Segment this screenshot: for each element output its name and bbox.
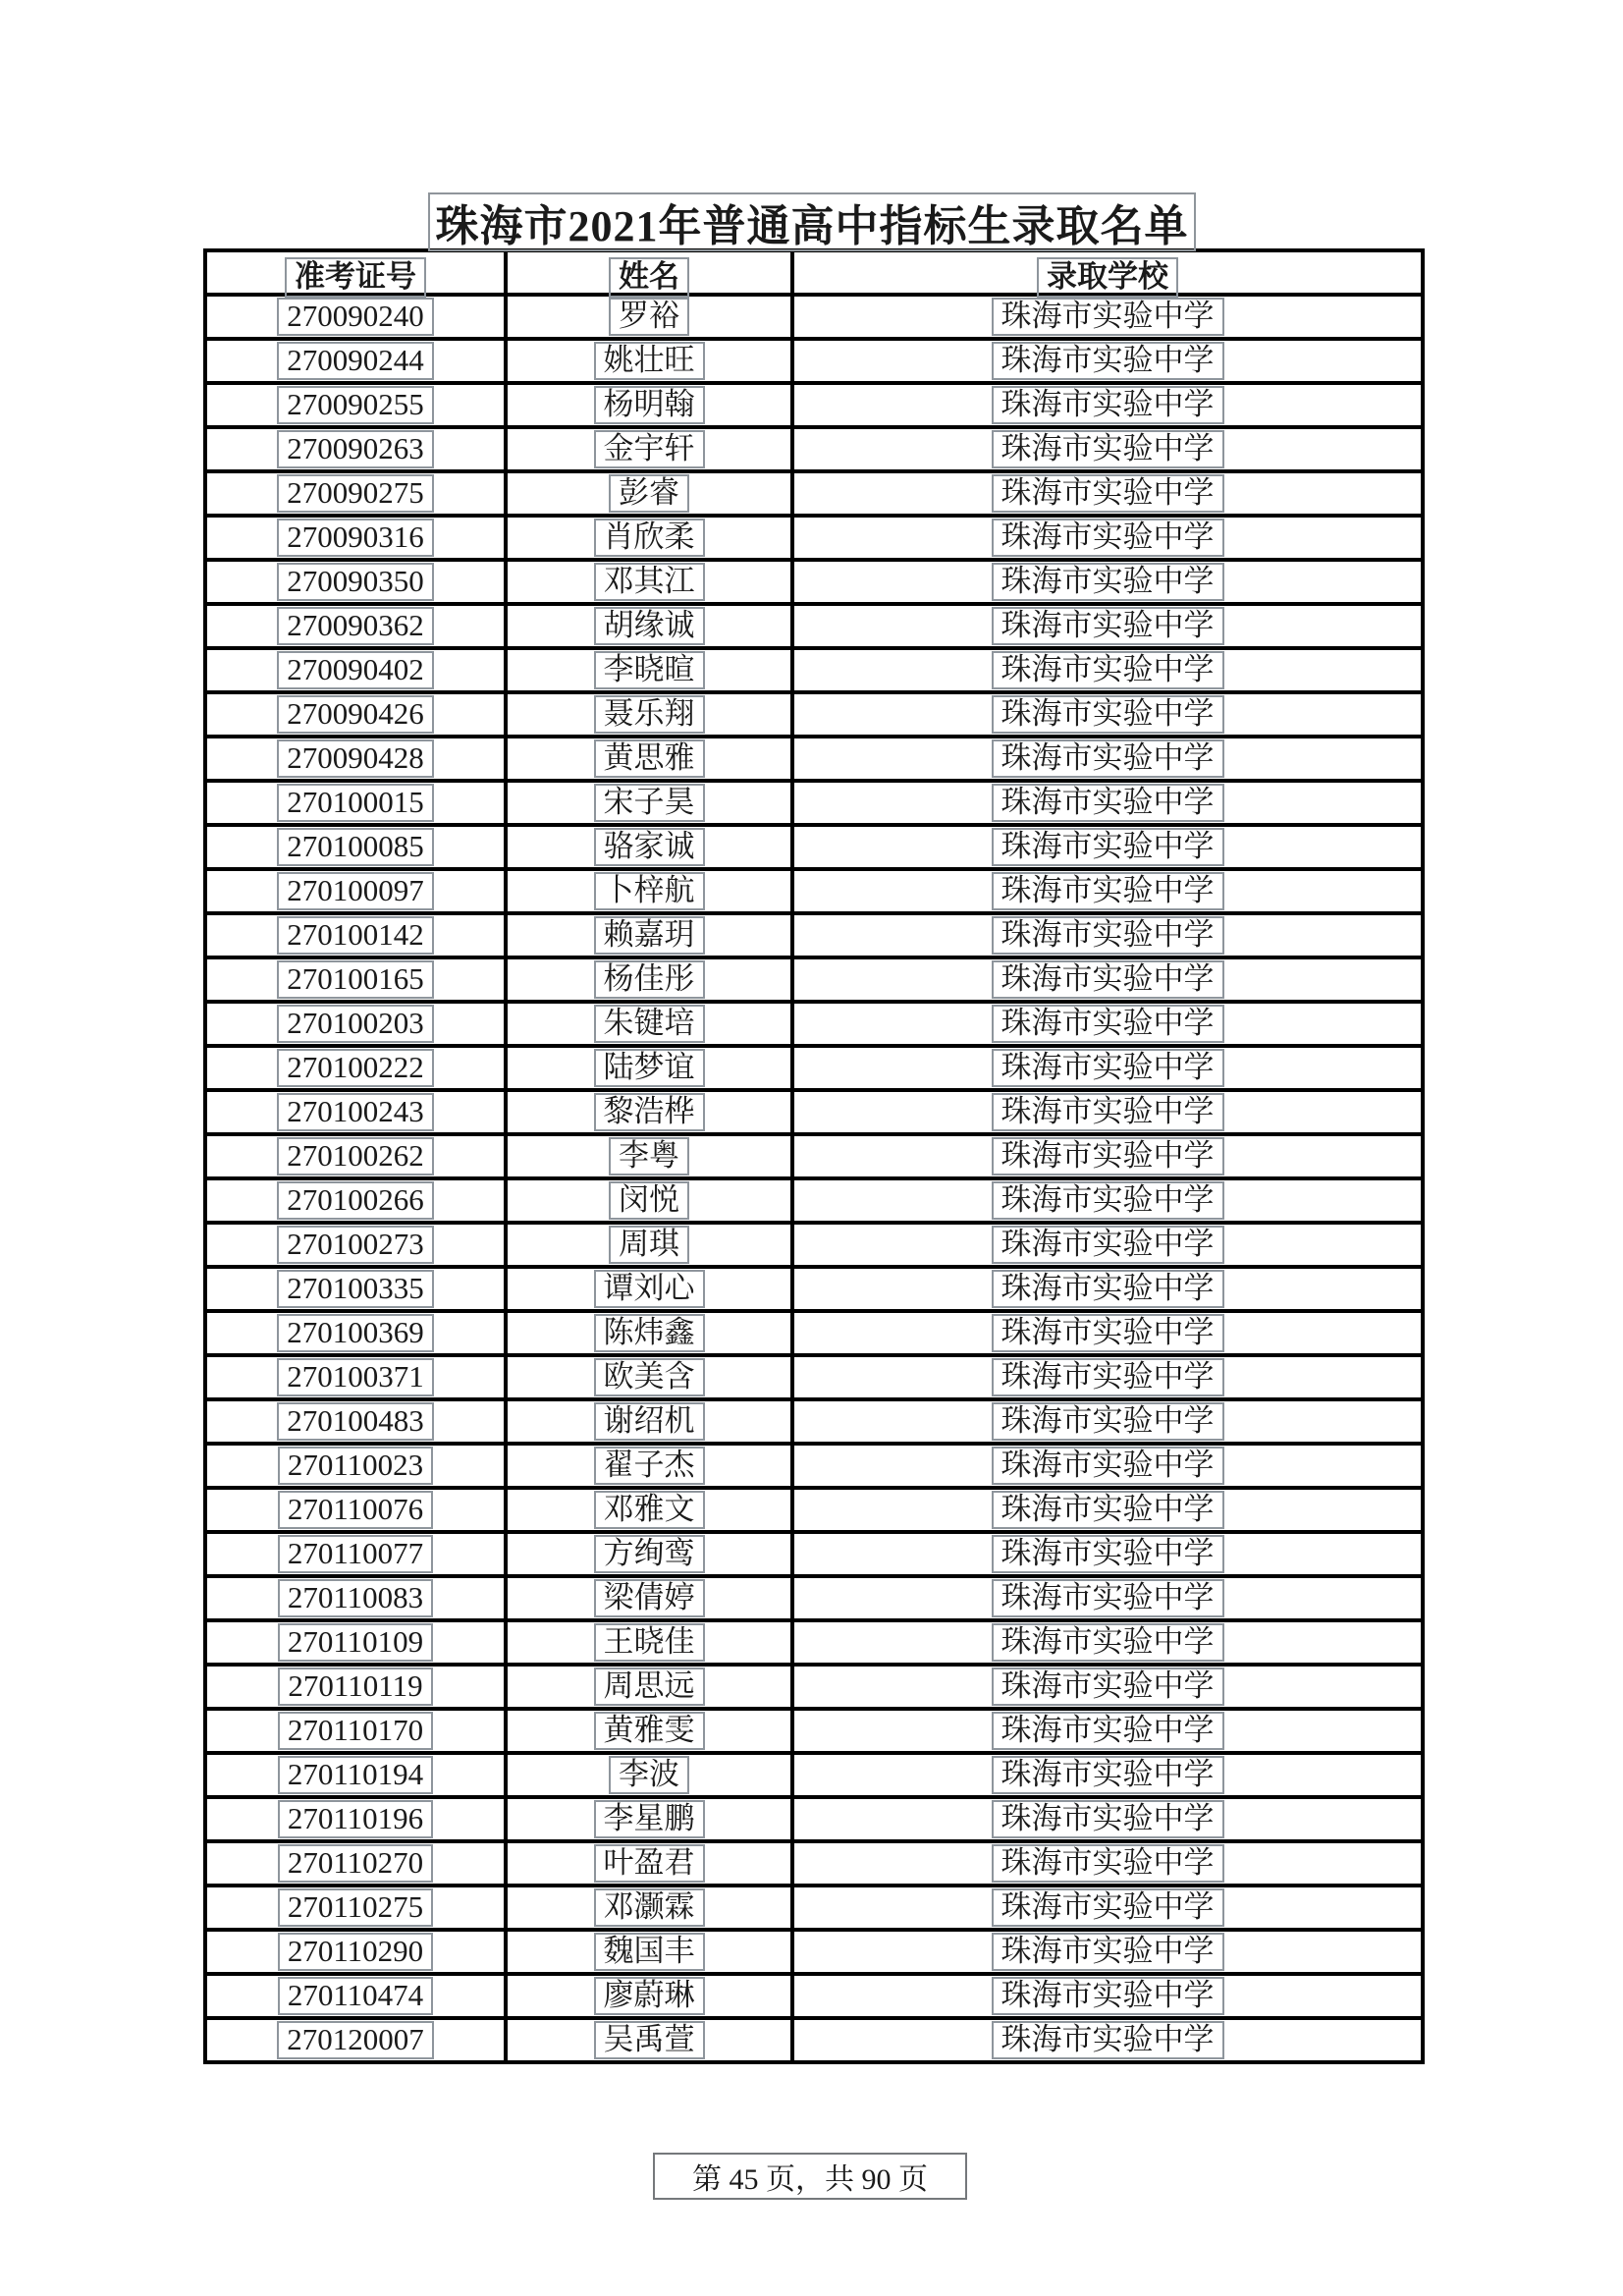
student-name-cell (506, 1532, 792, 1576)
exam-number-value: 270090362 (277, 607, 434, 645)
school-cell (792, 1223, 1423, 1267)
exam-number-cell (205, 869, 506, 913)
exam-number-value: 270110196 (278, 1800, 433, 1838)
exam-number-cell (205, 2018, 506, 2062)
exam-number-cell (205, 1178, 506, 1223)
school-name-value: 珠海市实验中学 (992, 651, 1224, 689)
school-cell (792, 1399, 1423, 1444)
exam-number-cell (205, 1753, 506, 1797)
school-cell (792, 295, 1423, 339)
table-row (205, 1355, 1423, 1399)
student-name-value: 陈炜鑫 (594, 1314, 705, 1352)
student-name-value: 李粤 (609, 1137, 689, 1175)
school-name-value: 珠海市实验中学 (992, 298, 1224, 336)
student-name-value: 宋子昊 (594, 784, 705, 822)
exam-number-value: 270100165 (277, 960, 434, 999)
table-row (205, 1665, 1423, 1709)
school-cell (792, 737, 1423, 781)
school-cell (792, 1665, 1423, 1709)
exam-number-value: 270100483 (277, 1402, 434, 1441)
school-header-cell (792, 250, 1423, 295)
school-name-value: 珠海市实验中学 (992, 960, 1224, 999)
exam-number-cell (205, 1399, 506, 1444)
student-name-value: 胡缘诚 (594, 607, 705, 645)
page-title: 珠海市2021年普通高中指标生录取名单 (428, 192, 1196, 251)
exam-number-value: 270090263 (277, 430, 434, 468)
school-cell (792, 1488, 1423, 1532)
table-row (205, 471, 1423, 516)
exam-number-cell (205, 1930, 506, 1974)
exam-number-value: 270100243 (277, 1093, 434, 1131)
student-name-cell (506, 339, 792, 383)
student-name-value: 李晓暄 (594, 651, 705, 689)
exam-number-value: 270100085 (277, 828, 434, 866)
exam-number-cell (205, 692, 506, 737)
school-name-value: 珠海市实验中学 (992, 1181, 1224, 1220)
student-name-cell (506, 781, 792, 825)
student-name-value: 黎浩桦 (594, 1093, 705, 1131)
table-row (205, 1620, 1423, 1665)
exam-number-value: 270100335 (277, 1270, 434, 1308)
exam-number-cell (205, 1576, 506, 1620)
school-cell (792, 471, 1423, 516)
student-name-value: 闵悦 (609, 1181, 689, 1220)
exam-number-cell (205, 560, 506, 604)
student-name-cell (506, 1267, 792, 1311)
school-name-value: 珠海市实验中学 (992, 1093, 1224, 1131)
table-row (205, 648, 1423, 692)
exam-number-cell (205, 1223, 506, 1267)
exam-number-value: 270100371 (277, 1358, 434, 1396)
exam-number-cell (205, 1444, 506, 1488)
school-cell (792, 1311, 1423, 1355)
school-name-value: 珠海市实验中学 (992, 1977, 1224, 2015)
student-name-value: 姚壮旺 (594, 342, 705, 380)
table-row (205, 1930, 1423, 1974)
exam-number-cell (205, 1355, 506, 1399)
student-name-value: 邓灏霖 (594, 1888, 705, 1927)
table-row (205, 295, 1423, 339)
exam-number-cell (205, 648, 506, 692)
student-name-cell (506, 1399, 792, 1444)
exam-number-cell (205, 1090, 506, 1134)
student-name-cell (506, 913, 792, 957)
school-cell (792, 869, 1423, 913)
student-name-value: 金宇轩 (594, 430, 705, 468)
student-name-value: 谭刘心 (594, 1270, 705, 1308)
exam-number-cell (205, 471, 506, 516)
admission-roster-table (203, 248, 1425, 2064)
exam-number-value: 270090350 (277, 563, 434, 601)
school-cell (792, 1178, 1423, 1223)
exam-number-value: 270110270 (278, 1844, 433, 1883)
page-number-indicator: 第 45 页，共 90 页 (653, 2153, 967, 2200)
school-name-value: 珠海市实验中学 (992, 563, 1224, 601)
exam-number-value: 270110077 (278, 1535, 433, 1573)
exam-number-value: 270110109 (278, 1623, 433, 1662)
school-name-value: 珠海市实验中学 (992, 430, 1224, 468)
exam-number-value: 270090255 (277, 386, 434, 424)
school-name-value: 珠海市实验中学 (992, 1402, 1224, 1441)
table-row (205, 1532, 1423, 1576)
table-row (205, 1002, 1423, 1046)
school-cell (792, 913, 1423, 957)
school-name-value: 珠海市实验中学 (992, 1712, 1224, 1750)
student-name-value: 谢绍机 (594, 1402, 705, 1441)
school-name-value: 珠海市实验中学 (992, 1933, 1224, 1971)
table-row (205, 1886, 1423, 1930)
student-name-value: 邓其江 (594, 563, 705, 601)
school-cell (792, 1841, 1423, 1886)
school-cell (792, 648, 1423, 692)
student-name-value: 赖嘉玥 (594, 916, 705, 955)
exam-number-cell (205, 1665, 506, 1709)
table-row (205, 1178, 1423, 1223)
student-name-value: 梁倩婷 (594, 1579, 705, 1617)
table-row (205, 869, 1423, 913)
school-name-value: 珠海市实验中学 (992, 1137, 1224, 1175)
student-name-cell (506, 1178, 792, 1223)
table-row (205, 1797, 1423, 1841)
exam-number-value: 270100097 (277, 872, 434, 910)
exam-number-value: 270090275 (277, 474, 434, 513)
school-cell (792, 1046, 1423, 1090)
school-cell (792, 1709, 1423, 1753)
exam-number-value: 270090402 (277, 651, 434, 689)
school-cell (792, 1532, 1423, 1576)
exam-number-cell (205, 339, 506, 383)
student-name-cell (506, 869, 792, 913)
exam-number-value: 270100142 (277, 916, 434, 955)
exam-number-cell (205, 604, 506, 648)
school-cell (792, 604, 1423, 648)
school-cell (792, 1886, 1423, 1930)
table-row (205, 957, 1423, 1002)
school-name-value: 珠海市实验中学 (992, 1756, 1224, 1794)
exam-number-value: 270100262 (277, 1137, 434, 1175)
exam-number-cell (205, 913, 506, 957)
table-row (205, 692, 1423, 737)
table-row (205, 1046, 1423, 1090)
exam-number-value: 270090240 (277, 298, 434, 336)
school-name-value: 珠海市实验中学 (992, 784, 1224, 822)
school-name-value: 珠海市实验中学 (992, 695, 1224, 734)
exam-number-cell (205, 383, 506, 427)
student-name-cell (506, 1665, 792, 1709)
table-row (205, 516, 1423, 560)
student-name-value: 李星鹏 (594, 1800, 705, 1838)
table-row (205, 1399, 1423, 1444)
student-name-cell (506, 1444, 792, 1488)
student-name-cell (506, 1797, 792, 1841)
exam-number-value: 270100222 (277, 1049, 434, 1087)
exam-number-value: 270090428 (277, 739, 434, 778)
table-row (205, 1267, 1423, 1311)
exam-number-cell (205, 1797, 506, 1841)
student-name-value: 肖欣柔 (594, 519, 705, 557)
table-row (205, 913, 1423, 957)
school-name-value: 珠海市实验中学 (992, 916, 1224, 955)
table-row (205, 1134, 1423, 1178)
student-name-value: 欧美含 (594, 1358, 705, 1396)
exam-number-value: 270110023 (278, 1447, 433, 1485)
student-name-value: 黄雅雯 (594, 1712, 705, 1750)
school-cell (792, 1974, 1423, 2018)
student-name-value: 魏国丰 (594, 1933, 705, 1971)
table-row (205, 1090, 1423, 1134)
school-name-value: 珠海市实验中学 (992, 1049, 1224, 1087)
table-header-row (205, 250, 1423, 295)
school-name-value: 珠海市实验中学 (992, 1314, 1224, 1352)
exam-number-header-cell (205, 250, 506, 295)
school-name-value: 珠海市实验中学 (992, 474, 1224, 513)
table-row (205, 2018, 1423, 2062)
school-cell (792, 560, 1423, 604)
exam-number-cell (205, 1267, 506, 1311)
school-cell (792, 781, 1423, 825)
school-name-value: 珠海市实验中学 (992, 1667, 1224, 1706)
student-name-value: 廖蔚琳 (594, 1977, 705, 2015)
student-name-cell (506, 1576, 792, 1620)
exam-number-value: 270120007 (277, 2021, 434, 2059)
student-name-cell (506, 471, 792, 516)
school-name-value: 珠海市实验中学 (992, 872, 1224, 910)
school-cell (792, 383, 1423, 427)
school-cell (792, 957, 1423, 1002)
school-name-value: 珠海市实验中学 (992, 1535, 1224, 1573)
exam-number-cell (205, 1488, 506, 1532)
table-row (205, 1223, 1423, 1267)
school-name-value: 珠海市实验中学 (992, 1270, 1224, 1308)
student-name-value: 叶盈君 (594, 1844, 705, 1883)
exam-number-value: 270110076 (278, 1491, 433, 1529)
exam-number-value: 270100369 (277, 1314, 434, 1352)
table-row (205, 1444, 1423, 1488)
school-name-value: 珠海市实验中学 (992, 1844, 1224, 1883)
student-name-value: 周思远 (594, 1667, 705, 1706)
exam-number-value: 270110474 (278, 1977, 433, 2015)
student-name-cell (506, 516, 792, 560)
school-name-value: 珠海市实验中学 (992, 1888, 1224, 1927)
school-name-value: 珠海市实验中学 (992, 739, 1224, 778)
student-name-value: 翟子杰 (594, 1447, 705, 1485)
exam-number-value: 270110275 (278, 1888, 433, 1927)
school-name-value: 珠海市实验中学 (992, 1623, 1224, 1662)
table-row (205, 1841, 1423, 1886)
exam-number-cell (205, 1709, 506, 1753)
table-row (205, 825, 1423, 869)
exam-number-value: 270100266 (277, 1181, 434, 1220)
table-row (205, 560, 1423, 604)
student-name-cell (506, 1090, 792, 1134)
school-cell (792, 1930, 1423, 1974)
table-row (205, 604, 1423, 648)
table-row (205, 1974, 1423, 2018)
student-name-value: 聂乐翔 (594, 695, 705, 734)
school-cell (792, 1355, 1423, 1399)
student-name-value: 卜梓航 (594, 872, 705, 910)
exam-number-cell (205, 516, 506, 560)
student-name-value: 彭睿 (609, 474, 689, 513)
student-name-cell (506, 1488, 792, 1532)
table-row (205, 339, 1423, 383)
table-row (205, 1709, 1423, 1753)
school-name-value: 珠海市实验中学 (992, 1800, 1224, 1838)
school-cell (792, 516, 1423, 560)
exam-number-value: 270100273 (277, 1226, 434, 1264)
school-name-value: 珠海市实验中学 (992, 1005, 1224, 1043)
student-name-cell (506, 1974, 792, 2018)
school-name-value: 珠海市实验中学 (992, 1579, 1224, 1617)
exam-number-cell (205, 825, 506, 869)
exam-number-cell (205, 781, 506, 825)
exam-number-cell (205, 737, 506, 781)
student-name-cell (506, 1709, 792, 1753)
student-name-cell (506, 1134, 792, 1178)
student-name-cell (506, 295, 792, 339)
exam-number-value: 270110083 (278, 1579, 433, 1617)
exam-number-cell (205, 1134, 506, 1178)
school-name-value: 珠海市实验中学 (992, 828, 1224, 866)
student-name-cell (506, 1930, 792, 1974)
exam-number-value: 270100015 (277, 784, 434, 822)
student-name-value: 陆梦谊 (594, 1049, 705, 1087)
student-name-value: 李波 (609, 1756, 689, 1794)
table-row (205, 1576, 1423, 1620)
school-cell (792, 692, 1423, 737)
exam-number-cell (205, 1886, 506, 1930)
school-cell (792, 1002, 1423, 1046)
student-name-value: 杨明翰 (594, 386, 705, 424)
exam-number-cell (205, 427, 506, 471)
exam-number-cell (205, 1620, 506, 1665)
student-name-cell (506, 1620, 792, 1665)
exam-number-cell (205, 1532, 506, 1576)
exam-number-value: 270090426 (277, 695, 434, 734)
school-cell (792, 1444, 1423, 1488)
school-cell (792, 1090, 1423, 1134)
exam-number-cell (205, 957, 506, 1002)
column-header-admitted-school: 录取学校 (1037, 257, 1178, 298)
student-name-cell (506, 560, 792, 604)
school-name-value: 珠海市实验中学 (992, 1447, 1224, 1485)
school-name-value: 珠海市实验中学 (992, 519, 1224, 557)
table-row (205, 1311, 1423, 1355)
exam-number-cell (205, 1841, 506, 1886)
student-name-cell (506, 383, 792, 427)
exam-number-value: 270090244 (277, 342, 434, 380)
student-name-value: 骆家诚 (594, 828, 705, 866)
student-name-value: 罗裕 (609, 298, 689, 336)
exam-number-value: 270110290 (278, 1933, 433, 1971)
exam-number-value: 270090316 (277, 519, 434, 557)
table-row (205, 383, 1423, 427)
student-name-cell (506, 1753, 792, 1797)
student-name-cell (506, 1355, 792, 1399)
exam-number-value: 270110119 (278, 1667, 432, 1706)
student-name-cell (506, 1311, 792, 1355)
student-name-header-cell (506, 250, 792, 295)
student-name-cell (506, 957, 792, 1002)
table-row (205, 427, 1423, 471)
student-name-cell (506, 1046, 792, 1090)
table-row (205, 1488, 1423, 1532)
school-name-value: 珠海市实验中学 (992, 2021, 1224, 2059)
student-name-value: 吴禹萱 (594, 2021, 705, 2059)
student-name-cell (506, 1002, 792, 1046)
student-name-value: 杨佳彤 (594, 960, 705, 999)
school-cell (792, 1620, 1423, 1665)
student-name-value: 王晓佳 (594, 1623, 705, 1662)
school-name-value: 珠海市实验中学 (992, 1358, 1224, 1396)
column-header-exam-number: 准考证号 (285, 257, 426, 298)
school-name-value: 珠海市实验中学 (992, 1491, 1224, 1529)
school-cell (792, 339, 1423, 383)
school-cell (792, 1753, 1423, 1797)
table-body (205, 295, 1423, 2062)
school-cell (792, 1576, 1423, 1620)
student-name-value: 朱键培 (594, 1005, 705, 1043)
student-name-value: 黄思雅 (594, 739, 705, 778)
exam-number-value: 270100203 (277, 1005, 434, 1043)
school-name-value: 珠海市实验中学 (992, 342, 1224, 380)
student-name-cell (506, 1841, 792, 1886)
exam-number-cell (205, 1002, 506, 1046)
exam-number-cell (205, 1974, 506, 2018)
school-cell (792, 1797, 1423, 1841)
student-name-value: 周琪 (609, 1226, 689, 1264)
school-cell (792, 2018, 1423, 2062)
student-name-cell (506, 427, 792, 471)
school-cell (792, 825, 1423, 869)
student-name-cell (506, 648, 792, 692)
exam-number-cell (205, 1046, 506, 1090)
student-name-cell (506, 692, 792, 737)
student-name-cell (506, 604, 792, 648)
student-name-value: 邓雅文 (594, 1491, 705, 1529)
student-name-cell (506, 1223, 792, 1267)
school-cell (792, 1134, 1423, 1178)
column-header-student-name: 姓名 (609, 257, 689, 298)
school-name-value: 珠海市实验中学 (992, 386, 1224, 424)
student-name-cell (506, 2018, 792, 2062)
table-row (205, 781, 1423, 825)
school-name-value: 珠海市实验中学 (992, 607, 1224, 645)
exam-number-value: 270110170 (278, 1712, 433, 1750)
school-cell (792, 427, 1423, 471)
table-row (205, 1753, 1423, 1797)
exam-number-cell (205, 1311, 506, 1355)
exam-number-cell (205, 295, 506, 339)
school-cell (792, 1267, 1423, 1311)
school-name-value: 珠海市实验中学 (992, 1226, 1224, 1264)
student-name-cell (506, 737, 792, 781)
exam-number-value: 270110194 (278, 1756, 433, 1794)
student-name-cell (506, 825, 792, 869)
student-name-cell (506, 1886, 792, 1930)
student-name-value: 方绚鸾 (594, 1535, 705, 1573)
table-row (205, 737, 1423, 781)
